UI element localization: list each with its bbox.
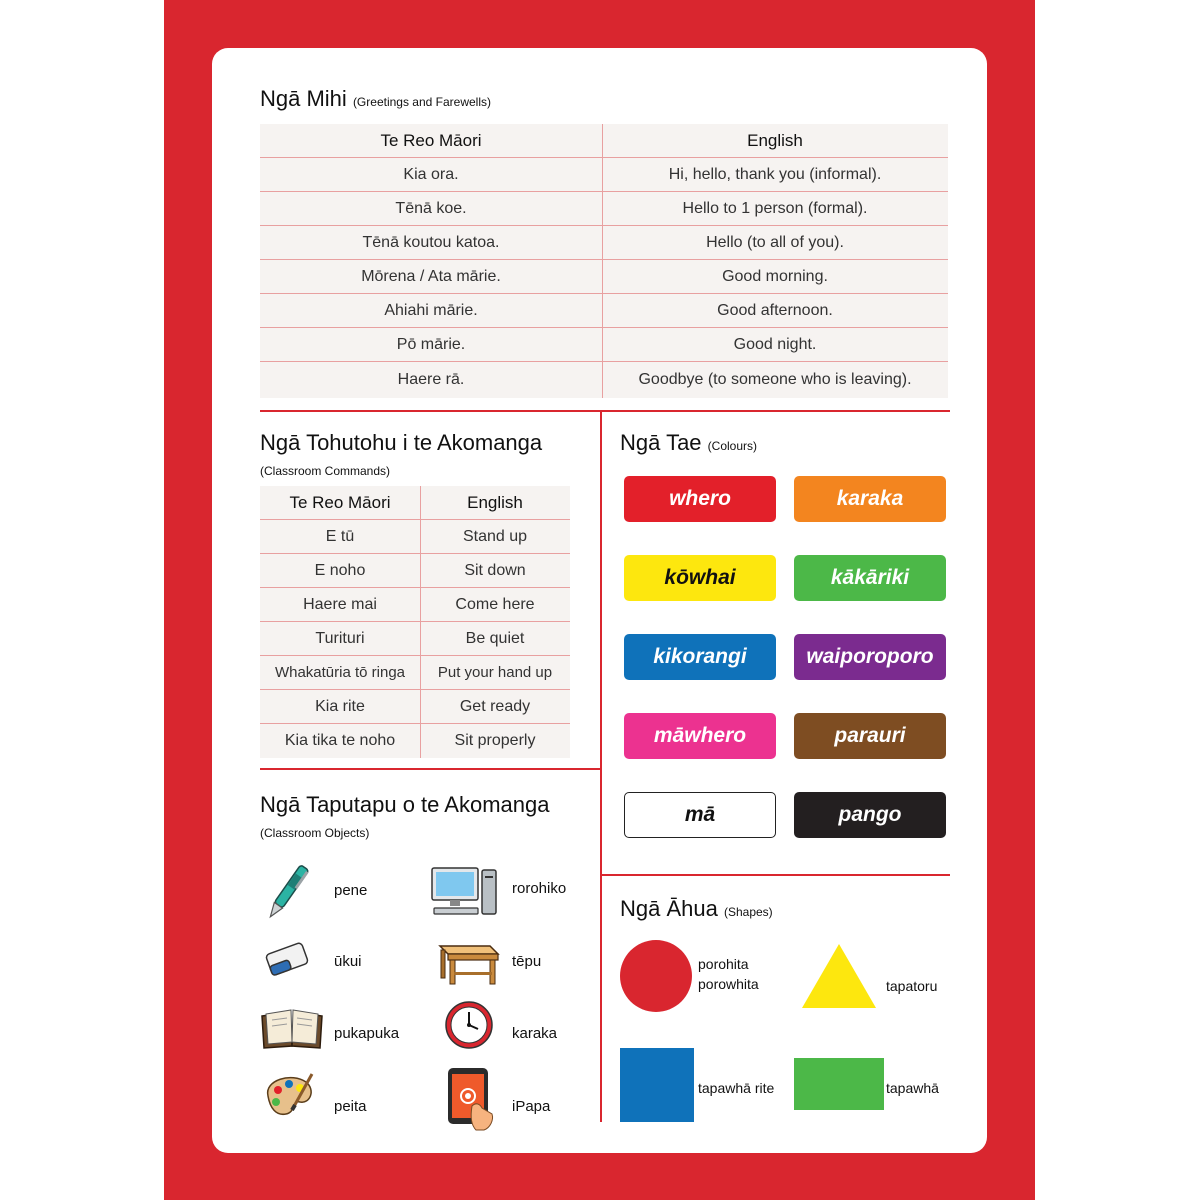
- commands-english-cell: Put your hand up: [437, 664, 553, 681]
- table-row: [260, 362, 948, 397]
- shape-label-rectangle: tapawhā: [886, 1080, 939, 1096]
- computer-icon: [430, 866, 500, 918]
- greetings-english-cell: Good afternoon.: [717, 301, 833, 319]
- greetings-maori-cell: Mōrena / Ata mārie.: [361, 267, 501, 285]
- object-label-tepu: tēpu: [512, 953, 542, 970]
- objects-subtitle: (Classroom Objects): [260, 826, 370, 840]
- commands-english-cell: Come here: [455, 595, 535, 613]
- colour-swatch-waiporoporo: [794, 634, 946, 680]
- greetings-english-cell: Hello to 1 person (formal).: [682, 199, 868, 217]
- shape-label-circle: [698, 954, 759, 994]
- object-label-peita: peita: [334, 1098, 367, 1115]
- greetings-maori-cell: Pō mārie.: [396, 335, 466, 353]
- commands-maori-cell: Whakatūria tō ringa: [274, 664, 406, 681]
- commands-header-maori: Te Reo Māori: [289, 492, 391, 512]
- table-row: [260, 226, 948, 260]
- commands-maori-cell: Kia rite: [315, 697, 365, 715]
- section-divider: [600, 410, 602, 1122]
- eraser-icon: [264, 936, 310, 982]
- book-icon: [260, 1006, 324, 1050]
- commands-title: Ngā Tohutohu i te Akomanga: [260, 430, 543, 455]
- commands-table: [260, 486, 570, 758]
- section-divider: [260, 768, 600, 770]
- shape-label-line: porohita: [698, 956, 749, 972]
- table-row: [260, 260, 948, 294]
- commands-english-cell: Be quiet: [465, 629, 525, 647]
- table-row: [260, 192, 948, 226]
- square-shape: [620, 1048, 696, 1124]
- colour-label: kikorangi: [653, 645, 747, 668]
- commands-maori-cell: Kia tika te noho: [284, 731, 396, 749]
- commands-header-english: English: [467, 492, 523, 512]
- colour-label: mā: [684, 803, 716, 826]
- colour-swatch-kakariki: [794, 555, 946, 601]
- commands-maori-cell: E noho: [314, 561, 366, 579]
- object-label-ukui: ūkui: [334, 953, 362, 970]
- section-divider: [260, 410, 950, 412]
- greetings-maori-cell: Haere rā.: [397, 370, 465, 388]
- triangle-shape: [800, 942, 878, 1010]
- greetings-english-cell: Goodbye (to someone who is leaving).: [638, 370, 912, 388]
- commands-header-row: [260, 486, 570, 520]
- colour-swatch-ma: [624, 792, 776, 838]
- table-row: [260, 690, 570, 724]
- table-row: [260, 656, 570, 690]
- greetings-table: [260, 124, 948, 398]
- commands-english-cell: Sit down: [464, 561, 526, 579]
- commands-maori-cell: E tū: [325, 527, 355, 545]
- greetings-english-cell: Hi, hello, thank you (informal).: [668, 165, 882, 183]
- greetings-english-cell: Good morning.: [722, 267, 828, 285]
- shapes-title: [620, 896, 773, 922]
- colour-label: kōwhai: [664, 566, 736, 589]
- greetings-maori-cell: Tēnā koutou katoa.: [362, 233, 500, 251]
- table-row: [260, 328, 948, 362]
- paint-palette-icon: [262, 1070, 318, 1120]
- colour-label: karaka: [836, 487, 904, 510]
- commands-english-cell: Sit properly: [454, 731, 536, 749]
- colours-subtitle: (Colours): [707, 439, 758, 453]
- tablet-icon: [446, 1066, 496, 1132]
- section-divider: [602, 874, 950, 876]
- greetings-maori-cell: Tēnā koe.: [395, 199, 467, 217]
- greetings-english-cell: Good night.: [733, 335, 817, 353]
- table-row: [260, 520, 570, 554]
- colour-label: pango: [838, 803, 902, 826]
- object-label-rorohiko: rorohiko: [512, 880, 567, 897]
- table-row: [260, 554, 570, 588]
- shapes-subtitle: (Shapes): [723, 905, 773, 919]
- colour-label: whero: [669, 487, 731, 510]
- greetings-title-text: Ngā Mihi: [260, 86, 347, 111]
- table-row: [260, 724, 570, 757]
- colour-label: parauri: [834, 724, 906, 747]
- greetings-english-cell: Hello (to all of you).: [706, 233, 844, 251]
- pen-icon: [264, 860, 310, 926]
- table-row: [260, 158, 948, 192]
- colour-swatch-whero: [624, 476, 776, 522]
- commands-english-cell: Get ready: [459, 697, 531, 715]
- shape-label-square: tapawhā rite: [698, 1080, 775, 1096]
- colour-swatch-karaka: [794, 476, 946, 522]
- greetings-maori-cell: Kia ora.: [403, 165, 459, 183]
- circle-shape: [618, 938, 694, 1014]
- worksheet-card: [212, 48, 987, 1153]
- colour-label: kākāriki: [830, 566, 910, 589]
- object-label-pukapuka: pukapuka: [334, 1025, 400, 1042]
- commands-maori-cell: Turituri: [315, 629, 365, 647]
- greetings-title: [260, 86, 491, 112]
- greetings-subtitle: (Greetings and Farewells): [352, 95, 491, 109]
- greetings-header-maori: Te Reo Māori: [380, 130, 482, 150]
- colour-swatch-kowhai: [624, 555, 776, 601]
- shape-label-line: porowhita: [698, 976, 759, 992]
- rectangle-shape: [794, 1058, 886, 1112]
- shapes-title-text: Ngā Āhua: [620, 896, 718, 921]
- commands-maori-cell: Haere mai: [303, 595, 377, 613]
- table-row: [260, 588, 570, 622]
- commands-subtitle: (Classroom Commands): [260, 464, 391, 478]
- objects-title: Ngā Taputapu o te Akomanga: [260, 792, 550, 817]
- table-row: [260, 622, 570, 656]
- object-label-pene: pene: [334, 882, 368, 899]
- colour-swatch-parauri: [794, 713, 946, 759]
- clock-icon: [444, 1000, 494, 1050]
- colour-swatch-mawhero: [624, 713, 776, 759]
- commands-english-cell: Stand up: [462, 527, 528, 545]
- colours-title: [620, 430, 757, 456]
- colour-swatch-kikorangi: [624, 634, 776, 680]
- colour-swatch-pango: [794, 792, 946, 838]
- greetings-maori-cell: Ahiahi mārie.: [384, 301, 478, 319]
- shape-label-triangle: tapatoru: [886, 978, 938, 994]
- object-label-ipapa: iPapa: [512, 1098, 551, 1115]
- colour-label: waiporoporo: [806, 645, 934, 668]
- colours-title-text: Ngā Tae: [620, 430, 702, 455]
- object-label-karaka: karaka: [512, 1025, 558, 1042]
- table-row: [260, 294, 948, 328]
- colour-label: māwhero: [653, 724, 747, 747]
- greetings-header-row: [260, 124, 948, 158]
- greetings-header-english: English: [747, 130, 803, 150]
- table-icon: [434, 936, 500, 986]
